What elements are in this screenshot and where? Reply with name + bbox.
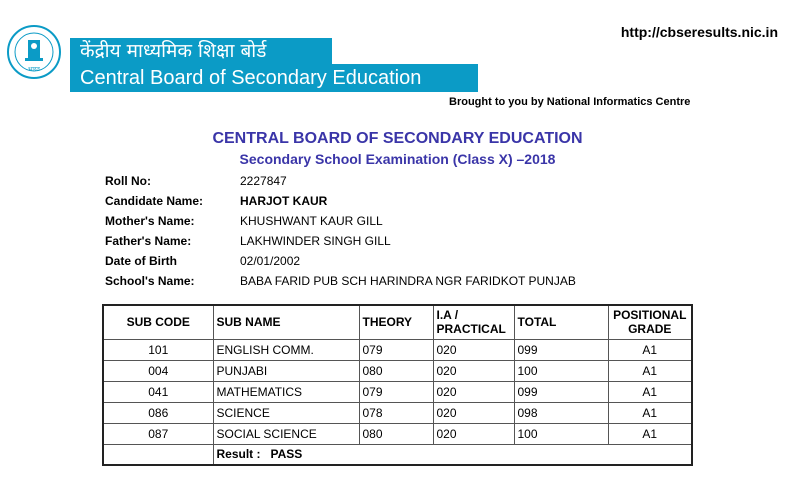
ia-marks: 020 bbox=[433, 339, 514, 360]
info-row-dob bbox=[105, 251, 576, 271]
ia-marks: 020 bbox=[433, 381, 514, 402]
result-row bbox=[103, 444, 692, 465]
ia-marks: 020 bbox=[433, 402, 514, 423]
table-row bbox=[103, 402, 692, 423]
total-marks: 099 bbox=[514, 339, 608, 360]
info-row-name bbox=[105, 191, 576, 211]
table-header-row bbox=[103, 305, 692, 339]
sub-code: 087 bbox=[103, 423, 213, 444]
col-header-theory: THEORY bbox=[359, 305, 433, 339]
board-title: CENTRAL BOARD OF SECONDARY EDUCATION bbox=[212, 130, 583, 147]
info-label: Date of Birth bbox=[105, 254, 177, 268]
grade: A1 bbox=[608, 381, 692, 402]
candidate-info bbox=[105, 171, 576, 291]
info-row-school bbox=[105, 271, 576, 291]
col-header-total: TOTAL bbox=[514, 305, 608, 339]
date-of-birth: 02/01/2002 bbox=[240, 254, 301, 268]
info-row-roll bbox=[105, 171, 576, 191]
father-name: LAKHWINDER SINGH GILL bbox=[240, 234, 391, 248]
sub-code: 041 bbox=[103, 381, 213, 402]
candidate-name: HARJOT KAUR bbox=[240, 194, 328, 208]
board-name-hindi: केंद्रीय माध्यमिक शिक्षा बोर्ड bbox=[70, 38, 332, 64]
sub-name: MATHEMATICS bbox=[213, 381, 359, 402]
board-name-english: Central Board of Secondary Education bbox=[70, 64, 478, 92]
ia-marks: 020 bbox=[433, 423, 514, 444]
cbse-emblem-icon bbox=[6, 24, 62, 80]
info-label: Mother's Name: bbox=[105, 214, 195, 228]
info-label: School's Name: bbox=[105, 274, 195, 288]
table-row bbox=[103, 381, 692, 402]
total-marks: 099 bbox=[514, 381, 608, 402]
roll-number: 2227847 bbox=[240, 174, 287, 188]
info-row-father bbox=[105, 231, 576, 251]
theory-marks: 079 bbox=[359, 381, 433, 402]
logo-caption: भारत bbox=[28, 66, 40, 73]
col-header-ia-practical: I.A / PRACTICAL bbox=[433, 305, 514, 339]
info-row-mother bbox=[105, 211, 576, 231]
theory-marks: 079 bbox=[359, 339, 433, 360]
total-marks: 100 bbox=[514, 423, 608, 444]
empty-cell bbox=[103, 444, 213, 465]
mother-name: KHUSHWANT KAUR GILL bbox=[240, 214, 383, 228]
grade: A1 bbox=[608, 339, 692, 360]
exam-title: Secondary School Examination (Class X) –2018 bbox=[239, 151, 556, 167]
site-url[interactable]: http://cbseresults.nic.in bbox=[620, 24, 778, 40]
result-text: Result : PASS bbox=[213, 444, 692, 465]
col-header-sub-code: SUB CODE bbox=[103, 305, 213, 339]
sub-code: 086 bbox=[103, 402, 213, 423]
total-marks: 098 bbox=[514, 402, 608, 423]
theory-marks: 080 bbox=[359, 423, 433, 444]
sub-code: 004 bbox=[103, 360, 213, 381]
grade: A1 bbox=[608, 402, 692, 423]
table-row bbox=[103, 339, 692, 360]
table-row bbox=[103, 360, 692, 381]
theory-marks: 078 bbox=[359, 402, 433, 423]
ia-marks: 020 bbox=[433, 360, 514, 381]
sub-code: 101 bbox=[103, 339, 213, 360]
info-label: Father's Name: bbox=[105, 234, 192, 248]
sub-name: ENGLISH COMM. bbox=[213, 339, 359, 360]
school-name: BABA FARID PUB SCH HARINDRA NGR FARIDKOT PUNJAB bbox=[240, 274, 576, 288]
marks-table bbox=[102, 304, 693, 466]
total-marks: 100 bbox=[514, 360, 608, 381]
grade: A1 bbox=[608, 360, 692, 381]
grade: A1 bbox=[608, 423, 692, 444]
info-label: Roll No: bbox=[105, 174, 151, 188]
theory-marks: 080 bbox=[359, 360, 433, 381]
brought-by-text: Brought to you by National Informatics Centre bbox=[449, 96, 691, 108]
sub-name: SCIENCE bbox=[213, 402, 359, 423]
table-row bbox=[103, 423, 692, 444]
info-label: Candidate Name: bbox=[105, 194, 204, 208]
sub-name: PUNJABI bbox=[213, 360, 359, 381]
col-header-sub-name: SUB NAME bbox=[213, 305, 359, 339]
col-header-grade: POSITIONAL GRADE bbox=[608, 305, 692, 339]
sub-name: SOCIAL SCIENCE bbox=[213, 423, 359, 444]
